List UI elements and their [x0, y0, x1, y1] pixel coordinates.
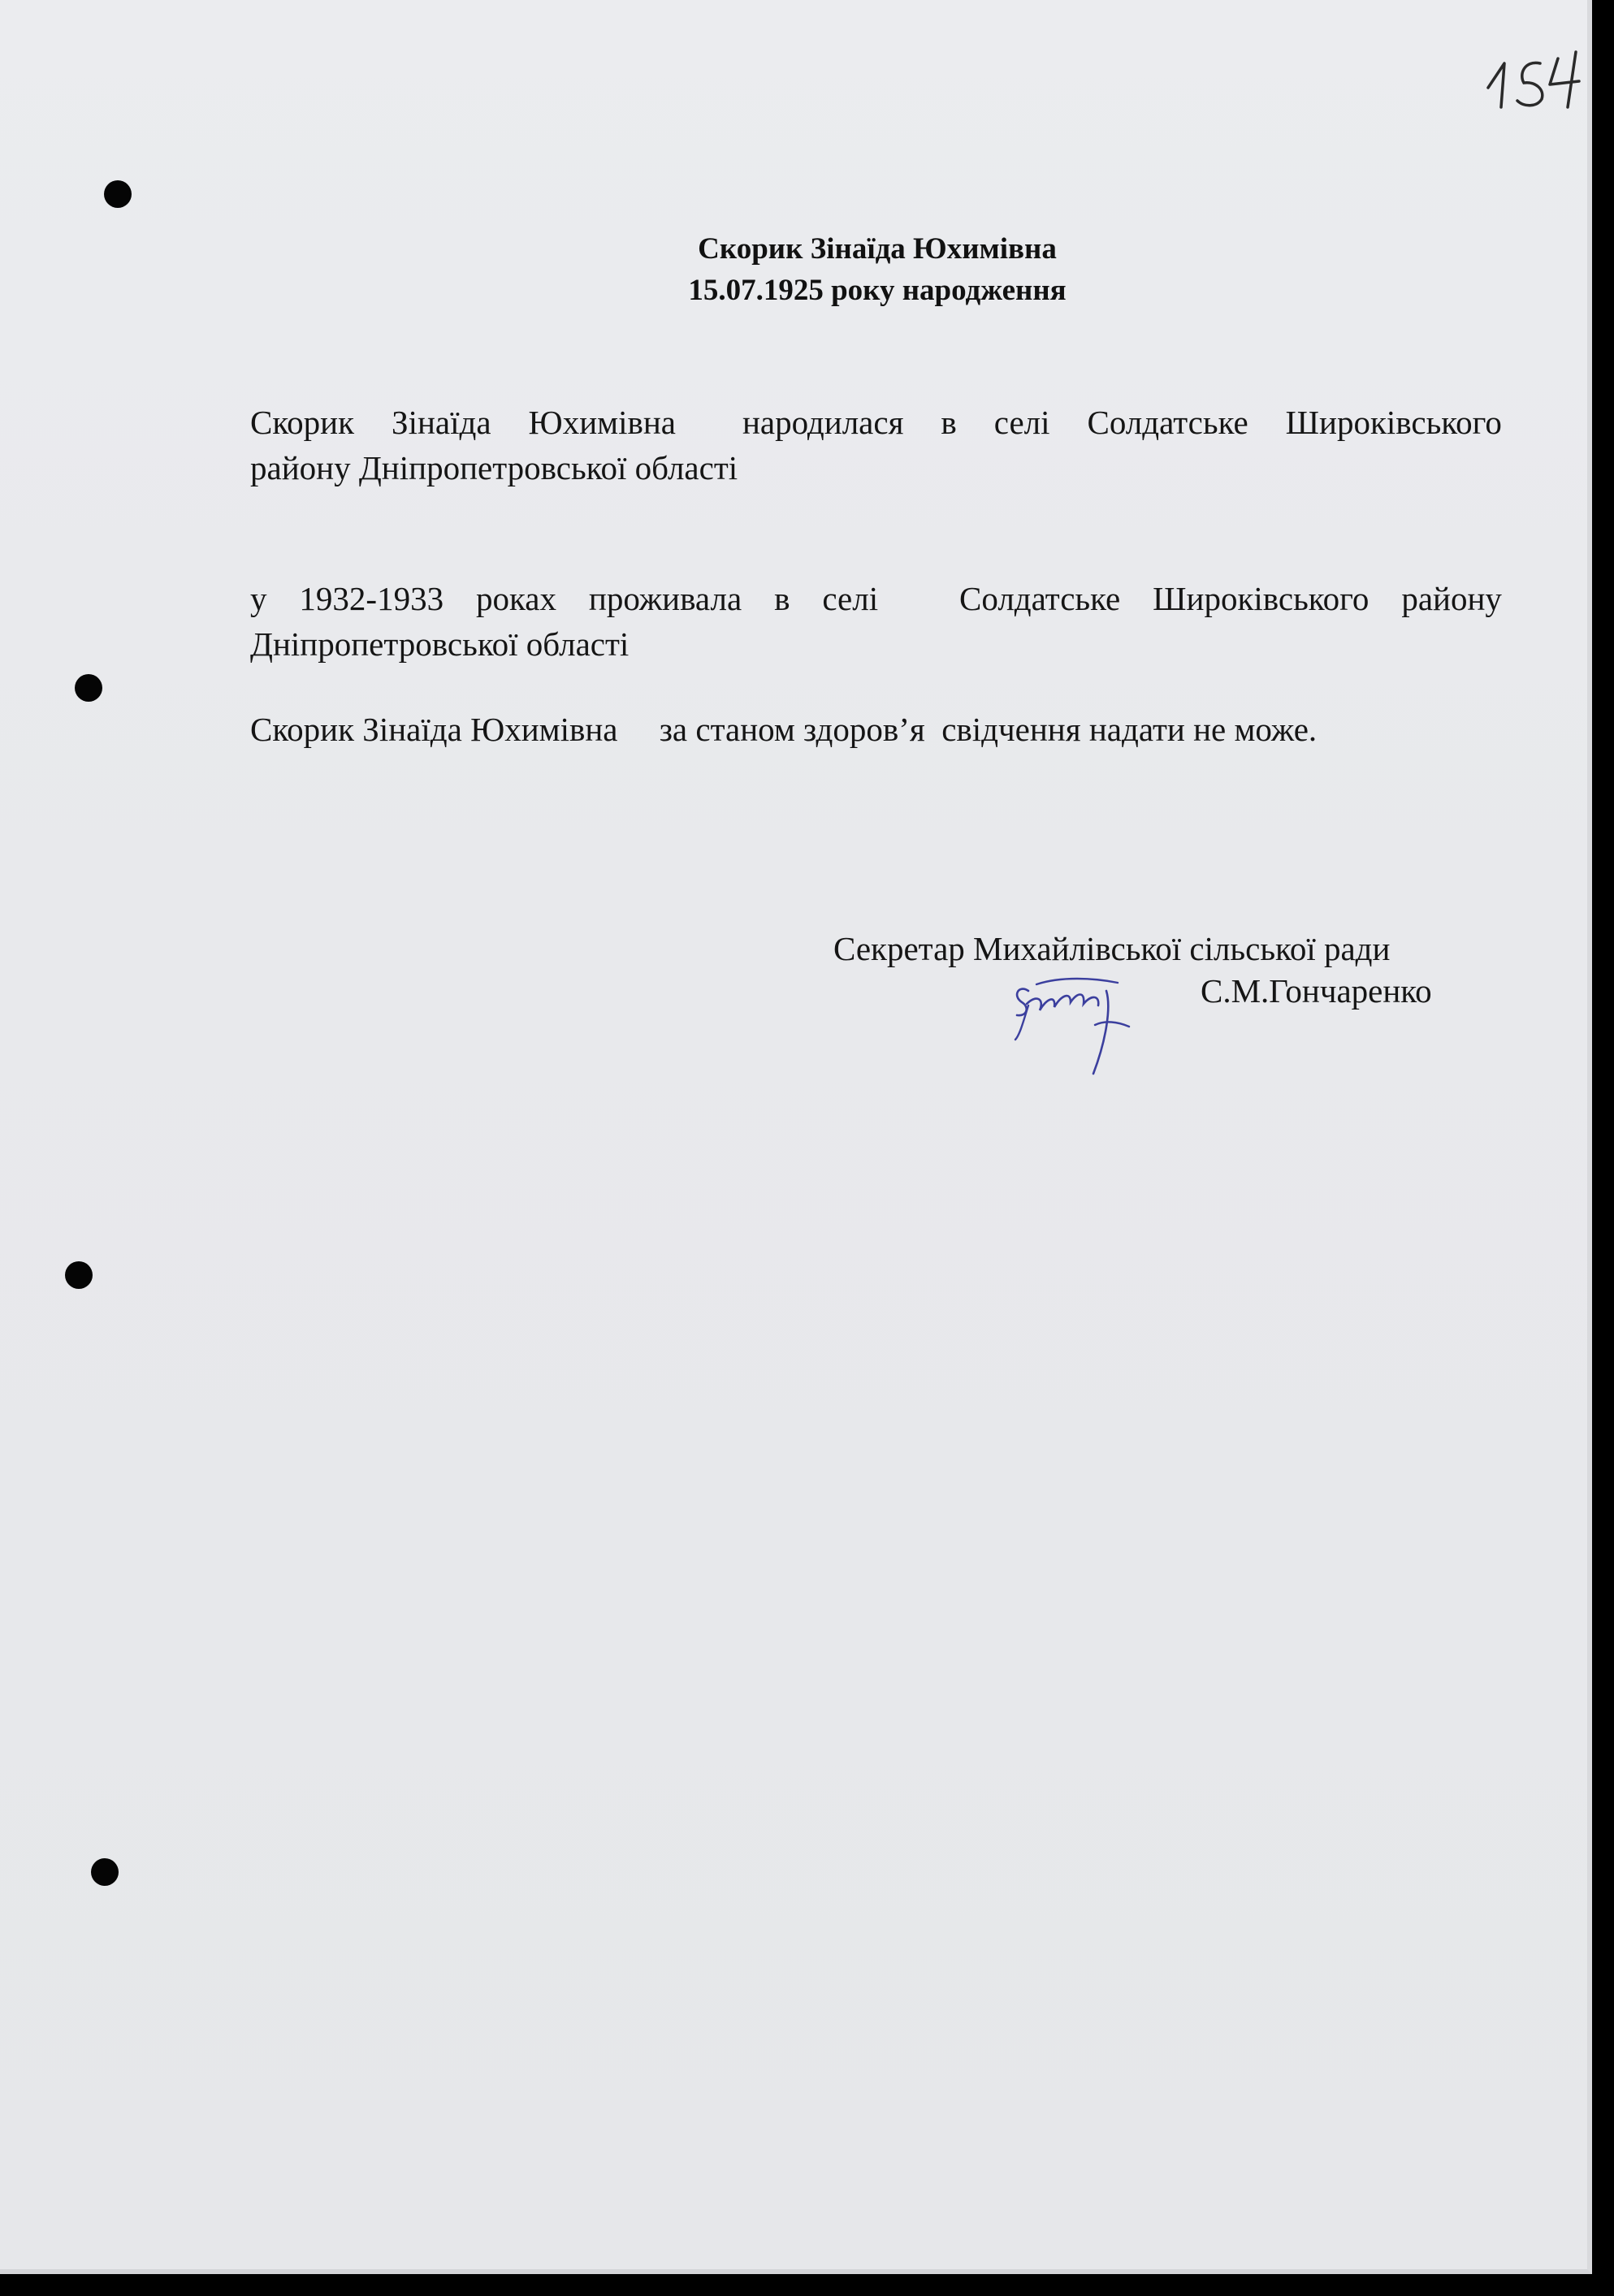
word: Широківського [1285, 404, 1502, 441]
punch-hole [75, 674, 102, 702]
punch-hole [104, 180, 132, 208]
word: у [250, 580, 267, 617]
paragraph-birth-line1 [250, 400, 1502, 445]
word: народилася [742, 404, 904, 441]
word: Солдатське [1087, 404, 1248, 441]
word: селі [993, 404, 1050, 441]
paragraph-residence-line2: Дніпропетровської області [250, 625, 630, 663]
word: 1932-1933 [299, 580, 444, 617]
paragraph-health-statement: Скорик Зінаїда Юхимівна за станом здоров’я свідчення надати не може. [250, 711, 1318, 748]
signatory-position: Секретар Михайлівської сільської ради [833, 930, 1391, 967]
word: в [941, 404, 957, 441]
word: Зінаїда [392, 404, 491, 441]
word: Скорик [250, 404, 355, 441]
handwritten-page-number [1482, 41, 1587, 114]
word: роках [476, 580, 556, 617]
punch-hole [91, 1858, 119, 1886]
document-title-name: Скорик Зінаїда Юхимівна [698, 232, 1057, 266]
signatory-name: С.М.Гончаренко [1201, 972, 1432, 1010]
handwritten-signature [1004, 966, 1150, 1084]
paragraph-residence-line1 [250, 576, 1502, 621]
word: проживала [588, 580, 742, 617]
document-title-birth: 15.07.1925 року народження [688, 274, 1067, 307]
word: Широківського [1153, 580, 1370, 617]
word: Юхимівна [528, 404, 676, 441]
paragraph-birth-line2: району Дніпропетровської області [250, 449, 738, 486]
word: селі [822, 580, 879, 617]
word: Солдатське [959, 580, 1121, 617]
word: району [1401, 580, 1502, 617]
word: в [774, 580, 790, 617]
punch-hole [65, 1261, 93, 1289]
